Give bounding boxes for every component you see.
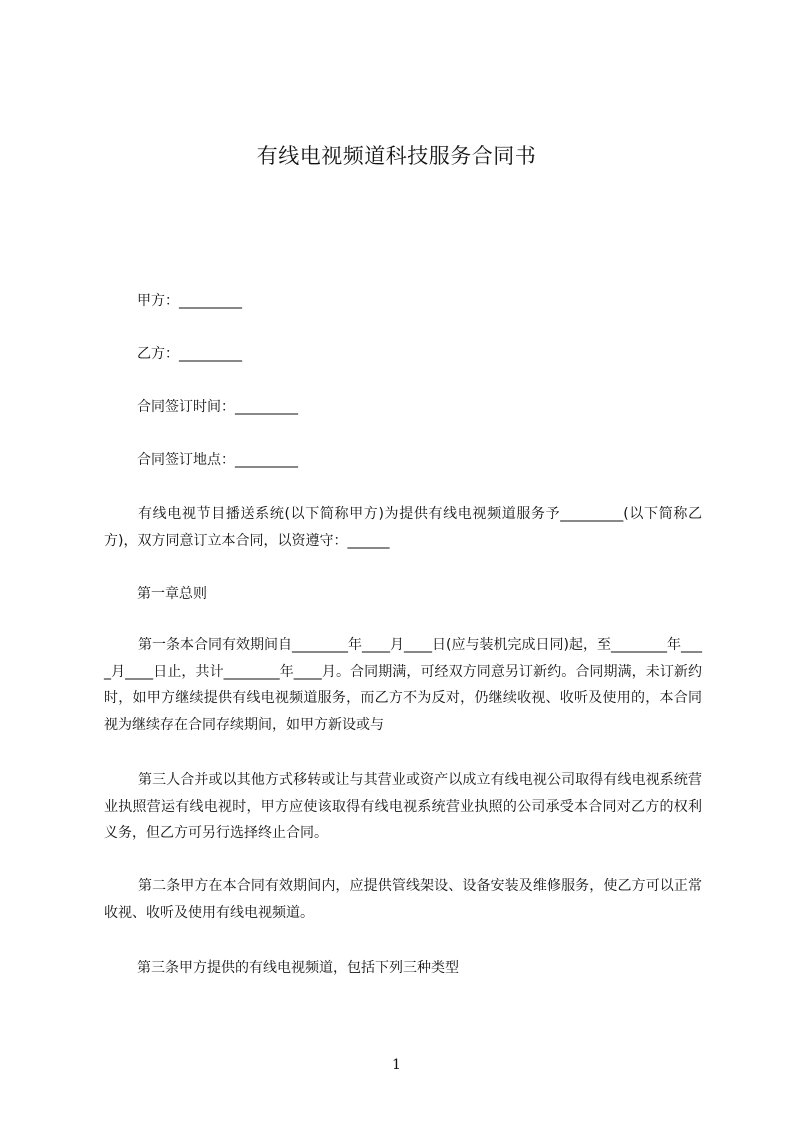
- party-a-line: 甲方：_________: [137, 293, 242, 309]
- sign-time-line: 合同签订时间：_________: [137, 399, 298, 415]
- sign-place-line: 合同签订地点：_________: [137, 452, 298, 468]
- article-2-paragraph: 第二条甲方在本合同有效期间内，应提供管线架设、设备安装及维修服务，使乙方可以正常收视、收听及使用有线电视频道。: [104, 878, 702, 921]
- chapter-heading: 第一章总则: [137, 586, 207, 602]
- party-b-line: 乙方：_________: [137, 346, 242, 362]
- article-3-line: 第三条甲方提供的有线电视频道，包括下列三种类型: [137, 960, 459, 976]
- document-title: 有线电视频道科技服务合同书: [256, 144, 537, 168]
- article-1-paragraph: 第一条本合同有效期间自________年____月____日(应与装机完成日同)起，至________年____月____日止，共计________年____月。合同期满，可经双方同意另订新约。合同期满，未订新约时，如甲方继续提供有线电视频道服务，而乙方不为反对，仍继续收视、收听及使用的，本合同视为继续存在合同存续期间，如甲方新设或与: [104, 637, 702, 733]
- article-1-continued-paragraph: 第三人合并或以其他方式移转或让与其营业或资产以成立有线电视公司取得有线电视系统营业执照营运有线电视时，甲方应使该取得有线电视系统营业执照的公司承受本合同对乙方的权利义务，但乙方可另行选择终止合同。: [104, 772, 702, 841]
- intro-paragraph: 有线电视节目播送系统(以下简称甲方)为提供有线电视频道服务予_________(以下简称乙方)，双方同意订立本合同，以资遵守：______: [104, 506, 702, 549]
- page-number: 1: [392, 1057, 401, 1073]
